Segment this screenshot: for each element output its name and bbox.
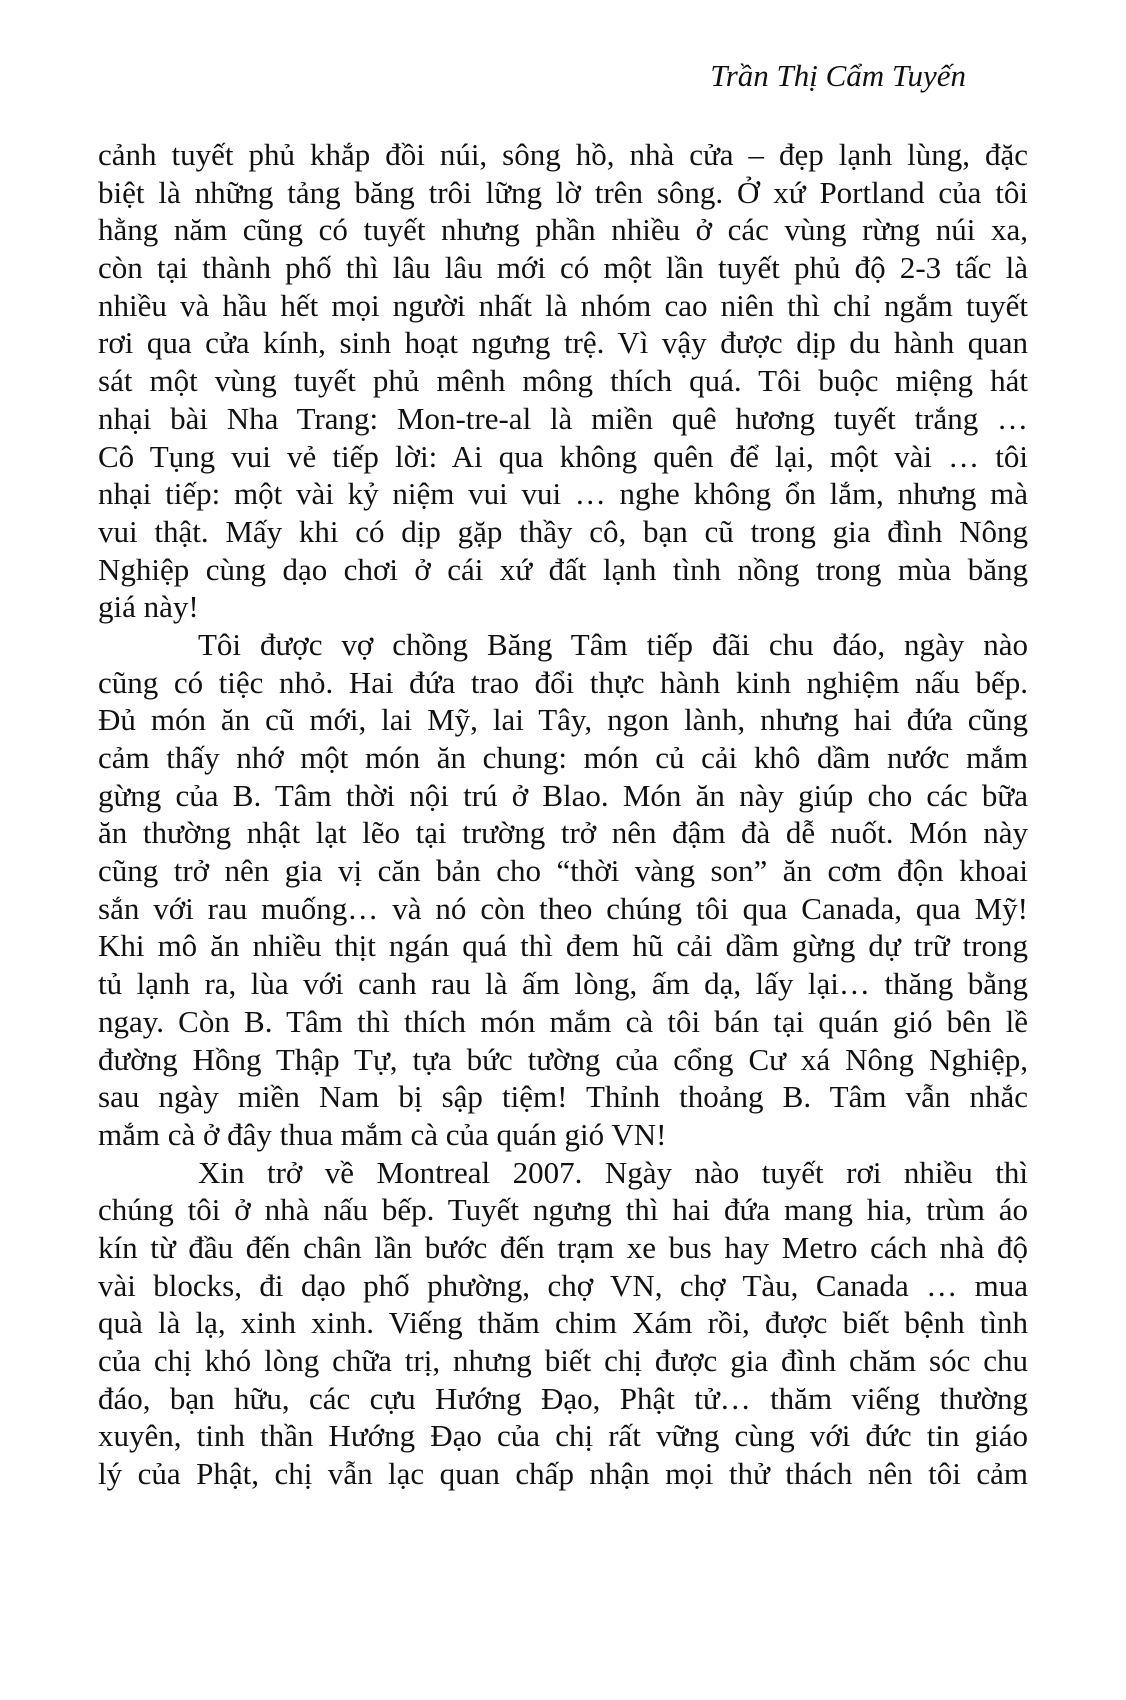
text-line: giá này!	[98, 589, 199, 625]
text-line: đáo, bạn hữu, các cựu Hướng Đạo, Phật tử… thăm viếng thường	[98, 1380, 1028, 1416]
text-line: sắn với rau muống… và nó còn theo chúng tôi qua Canada, qua Mỹ!	[98, 890, 1028, 926]
text-line: lý của Phật, chị vẫn lạc quan chấp nhận mọi thử thách nên tôi cảm	[98, 1456, 1028, 1492]
text-line: hằng năm cũng có tuyết nhưng phần nhiều ở các vùng rừng núi xa,	[98, 212, 1028, 248]
text-line: kín từ đầu đến chân lần bước đến trạm xe bus hay Metro cách nhà độ	[98, 1229, 1028, 1265]
text-line: Khi mô ăn nhiều thịt ngán quá thì đem hũ cải dầm gừng dự trữ trong	[98, 928, 1028, 964]
text-line: rơi qua cửa kính, sinh hoạt ngưng trệ. Vì vậy được dịp du hành quan	[98, 325, 1028, 361]
text-line: vui thật. Mấy khi có dịp gặp thầy cô, bạn cũ trong gia đình Nông	[98, 513, 1028, 549]
text-line: mắm cà ở đây thua mắm cà của quán gió VN!	[98, 1116, 667, 1152]
text-line: sát một vùng tuyết phủ mênh mông thích quá. Tôi buộc miệng hát	[98, 363, 1028, 399]
text-line: nhại bài Nha Trang: Mon-tre-al là miền quê hương tuyết trắng …	[98, 400, 1028, 436]
text-line: sau ngày miền Nam bị sập tiệm! Thỉnh thoảng B. Tâm vẫn nhắc	[98, 1079, 1028, 1115]
text-line: Tôi được vợ chồng Băng Tâm tiếp đãi chu đáo, ngày nào	[198, 626, 1028, 662]
text-line: xuyên, tinh thần Hướng Đạo của chị rất vững cùng với đức tin giáo	[98, 1418, 1028, 1454]
text-line: ngay. Còn B. Tâm thì thích món mắm cà tôi bán tại quán gió bên lề	[98, 1003, 1028, 1039]
text-line: Cô Tụng vui vẻ tiếp lời: Ai qua không quên để lại, một vài … tôi	[98, 438, 1028, 474]
text-line: đường Hồng Thập Tự, tựa bức tường của cổng Cư xá Nông Nghiệp,	[98, 1041, 1028, 1077]
text-line: của chị khó lòng chữa trị, nhưng biết chị được gia đình chăm sóc chu	[98, 1343, 1028, 1378]
body-text	[98, 136, 1028, 1493]
text-line: quà là lạ, xinh xinh. Viếng thăm chim Xám rồi, được biết bệnh tình	[98, 1305, 1028, 1341]
text-line: cảnh tuyết phủ khắp đồi núi, sông hồ, nhà cửa – đẹp lạnh lùng, đặc	[98, 137, 1028, 172]
text-line: cảm thấy nhớ một món ăn chung: món củ cải khô dầm nước mắm	[98, 740, 1028, 775]
text-line: gừng của B. Tâm thời nội trú ở Blao. Món ăn này giúp cho các bữa	[98, 777, 1028, 813]
text-line: vài blocks, đi dạo phố phường, chợ VN, chợ Tàu, Canada … mua	[98, 1267, 1028, 1303]
running-header-author: Trần Thị Cẩm Tuyến	[710, 58, 966, 93]
text-line: ăn thường nhật lạt lẽo tại trường trở nên đậm đà dễ nuốt. Món này	[98, 815, 1028, 851]
text-line: Nghiệp cùng dạo chơi ở cái xứ đất lạnh tình nồng trong mùa băng	[98, 551, 1028, 587]
text-line: cũng trở nên gia vị căn bản cho “thời vàng son” ăn cơm độn khoai	[98, 853, 1028, 889]
text-line: cũng có tiệc nhỏ. Hai đứa trao đổi thực hành kinh nghiệm nấu bếp.	[98, 664, 1028, 700]
text-line: còn tại thành phố thì lâu lâu mới có một lần tuyết phủ độ 2-3 tấc là	[98, 250, 1028, 286]
text-line: nhại tiếp: một vài kỷ niệm vui vui … nghe không ổn lắm, nhưng mà	[98, 476, 1028, 512]
text-line: Xin trở về Montreal 2007. Ngày nào tuyết rơi nhiều thì	[198, 1154, 1028, 1190]
text-line: chúng tôi ở nhà nấu bếp. Tuyết ngưng thì hai đứa mang hia, trùm áo	[98, 1192, 1028, 1228]
text-line: nhiều và hầu hết mọi người nhất là nhóm cao niên thì chỉ ngắm tuyết	[98, 287, 1028, 323]
text-line: biệt là những tảng băng trôi lững lờ trên sông. Ở xứ Portland của tôi	[98, 174, 1028, 210]
text-line: tủ lạnh ra, lùa với canh rau là ấm lòng, ấm dạ, lấy lại… thăng bằng	[98, 966, 1028, 1002]
text-line: Đủ món ăn cũ mới, lai Mỹ, lai Tây, ngon lành, nhưng hai đứa cũng	[98, 702, 1028, 738]
